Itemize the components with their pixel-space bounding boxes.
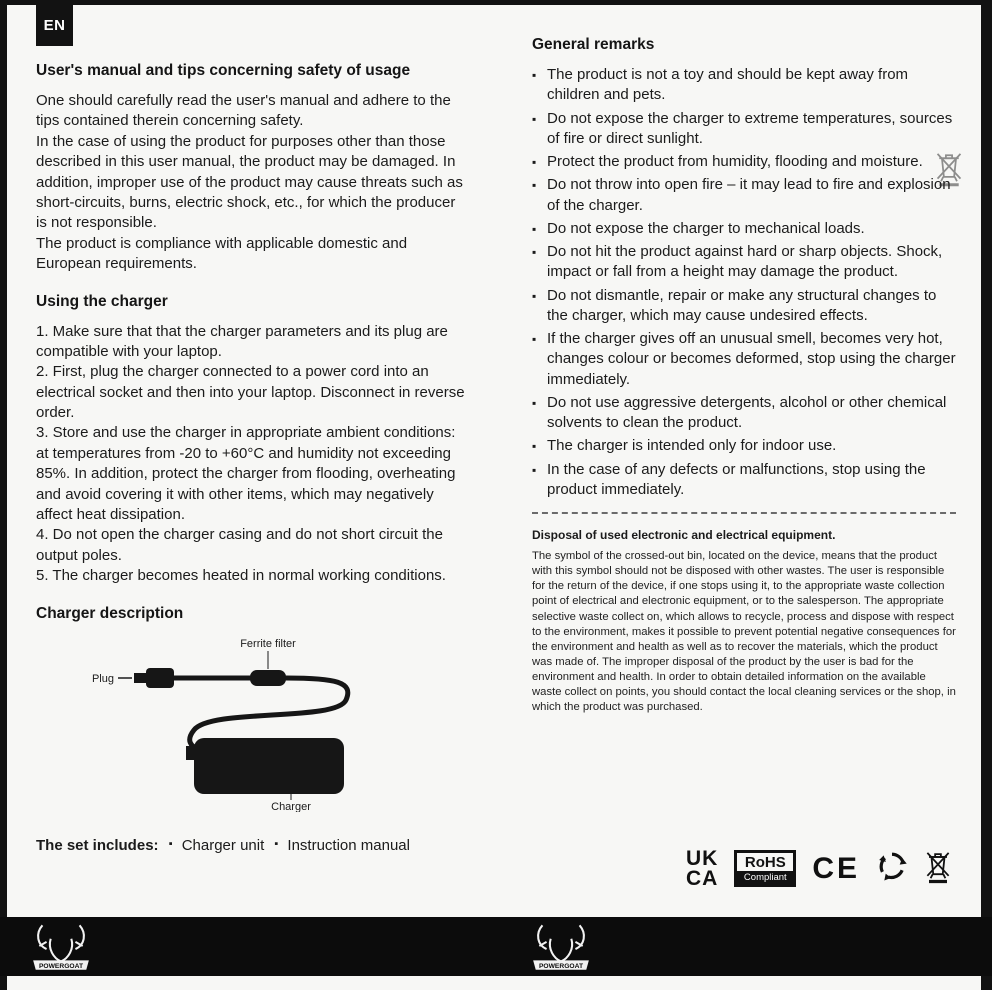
page-left-border — [0, 0, 7, 990]
ce-mark: CE — [812, 851, 860, 885]
remark-item: ▪ Do not expose the charger to extreme temperatures, sources of fire or direct sunlight. — [532, 109, 956, 150]
disposal-text: The symbol of the crossed-out bin, located on the device, means that the product with this symbol should not be disposed with other wastes. The user is responsible for the return of the device, if one stops using it, to the appropriate waste collection point of electrical and electronic equipment, or to the salesperson. The appropriate selective waste collect on, which allows to recycle, process and dispose with respect to the environment, makes it possible to prevent potential negative consequences for the environment and health as well as to recover the materials, which the product was made of. The improper disposal of the product by the user is bad for the environment and health. In order to obtain detailed information on the available waste collect on points, you should contact the local cleaning services or the shop, in which the product was purchased. — [532, 550, 956, 714]
charger-step: 5. The charger becomes heated in normal working conditions. — [36, 567, 446, 585]
remark-item: ▪ Do not hit the product against hard or sharp objects. Shock, impact or fall from a height may damage the product. — [532, 242, 956, 283]
section-charger-description — [36, 605, 468, 854]
language-badge: EN — [36, 4, 73, 46]
charger-step: 1. Make sure that that the charger parameters and its plug are compatible with your laptop. — [36, 322, 448, 360]
rohs-compliant-text: Compliant — [737, 871, 793, 884]
safety-heading: User's manual and tips concerning safety of usage — [36, 62, 411, 79]
page-top-border — [0, 0, 992, 5]
set-includes-label: The set includes: — [36, 836, 159, 854]
powergoat-logo-text: POWERGOAT — [538, 963, 584, 971]
remark-item: ▪ If the charger gives off an unusual smell, becomes very hot, changes colour or becomes deformed, stop using the charger immediately. — [532, 329, 956, 390]
powergoat-logo-text: POWERGOAT — [38, 963, 84, 971]
charger-description-heading: Charger description — [36, 604, 184, 622]
charger-label: Charger — [271, 800, 311, 812]
set-includes-item: ▪ Instruction manual — [274, 837, 410, 854]
ferrite-filter-icon — [250, 670, 286, 686]
remark-item: ▪ In the case of any defects or malfunctions, stop using the product immediately. — [532, 460, 956, 501]
safety-paragraph: In the case of using the product for purposes other than those described in this user manual, the product may be damaged. In addition, improper use of the product may cause threats such as short-circuits, burns, electric shock, etc., for which the producer is not responsible. — [36, 132, 463, 232]
disposal-heading: Disposal of used electronic and electrical equipment. — [532, 528, 836, 542]
general-remarks-list — [532, 65, 956, 500]
remark-item: ▪ The product is not a toy and should be kept away from children and pets. — [532, 65, 956, 106]
dashed-separator — [532, 512, 956, 514]
charger-body-icon — [186, 738, 344, 794]
powergoat-logo — [28, 920, 94, 979]
right-column — [532, 36, 956, 715]
charger-step: 2. First, plug the charger connected to a power cord into an electrical socket and then into your laptop. Disconnect in reverse order. — [36, 363, 465, 422]
remark-item: ▪ The charger is intended only for indoor use. — [532, 436, 956, 456]
page-right-border — [981, 0, 992, 990]
rohs-text: RoHS — [744, 854, 786, 871]
charger-step: 4. Do not open the charger casing and do not short circuit the output poles. — [36, 526, 443, 564]
remark-item: ▪ Do not use aggressive detergents, alcohol or other chemical solvents to clean the product. — [532, 393, 956, 434]
section-using-charger — [36, 293, 468, 587]
plug-icon — [134, 668, 174, 688]
charger-diagram — [36, 634, 466, 812]
section-disposal — [532, 528, 956, 715]
safety-paragraph: The product is compliance with applicable domestic and European requirements. — [36, 234, 408, 273]
ukca-bottom-text: CA — [685, 866, 719, 890]
ukca-mark — [686, 849, 718, 888]
remark-item: ▪ Do not expose the charger to mechanical loads. — [532, 219, 956, 239]
remark-item: ▪ Do not throw into open fire – it may lead to fire and explosion of the charger. — [532, 175, 956, 216]
rohs-mark — [734, 850, 796, 887]
plug-label: Plug — [91, 672, 114, 685]
remark-item: ▪ Protect the product from humidity, flooding and moisture. — [532, 152, 956, 172]
ukca-top-text: UK — [685, 847, 719, 871]
set-includes-item: ▪ Charger unit — [169, 837, 265, 854]
remark-item: ▪ Do not dismantle, repair or make any structural changes to the charger, which may cause undesired effects. — [532, 286, 956, 327]
general-remarks-heading: General remarks — [532, 36, 655, 53]
charger-step: 3. Store and use the charger in appropriate ambient conditions: at temperatures from -20 to +60°C and humidity not exceeding 85%. In addition, protect the charger from flooding, overheating and avoid covering it with other items, which may negatively affect heat dissipation. — [36, 424, 456, 524]
section-safety — [36, 62, 468, 275]
footer-band — [0, 917, 992, 976]
ferrite-filter-label: Ferrite filter — [240, 637, 296, 650]
weee-bin-icon — [924, 848, 952, 889]
using-charger-heading: Using the charger — [36, 292, 168, 310]
set-includes-line — [36, 837, 468, 854]
safety-paragraph: One should carefully read the user's manual and adhere to the tips contained therein concerning safety. — [36, 92, 451, 130]
recycle-icon — [876, 850, 908, 887]
powergoat-logo — [528, 920, 594, 979]
left-column — [36, 62, 468, 872]
certification-marks — [686, 848, 952, 889]
